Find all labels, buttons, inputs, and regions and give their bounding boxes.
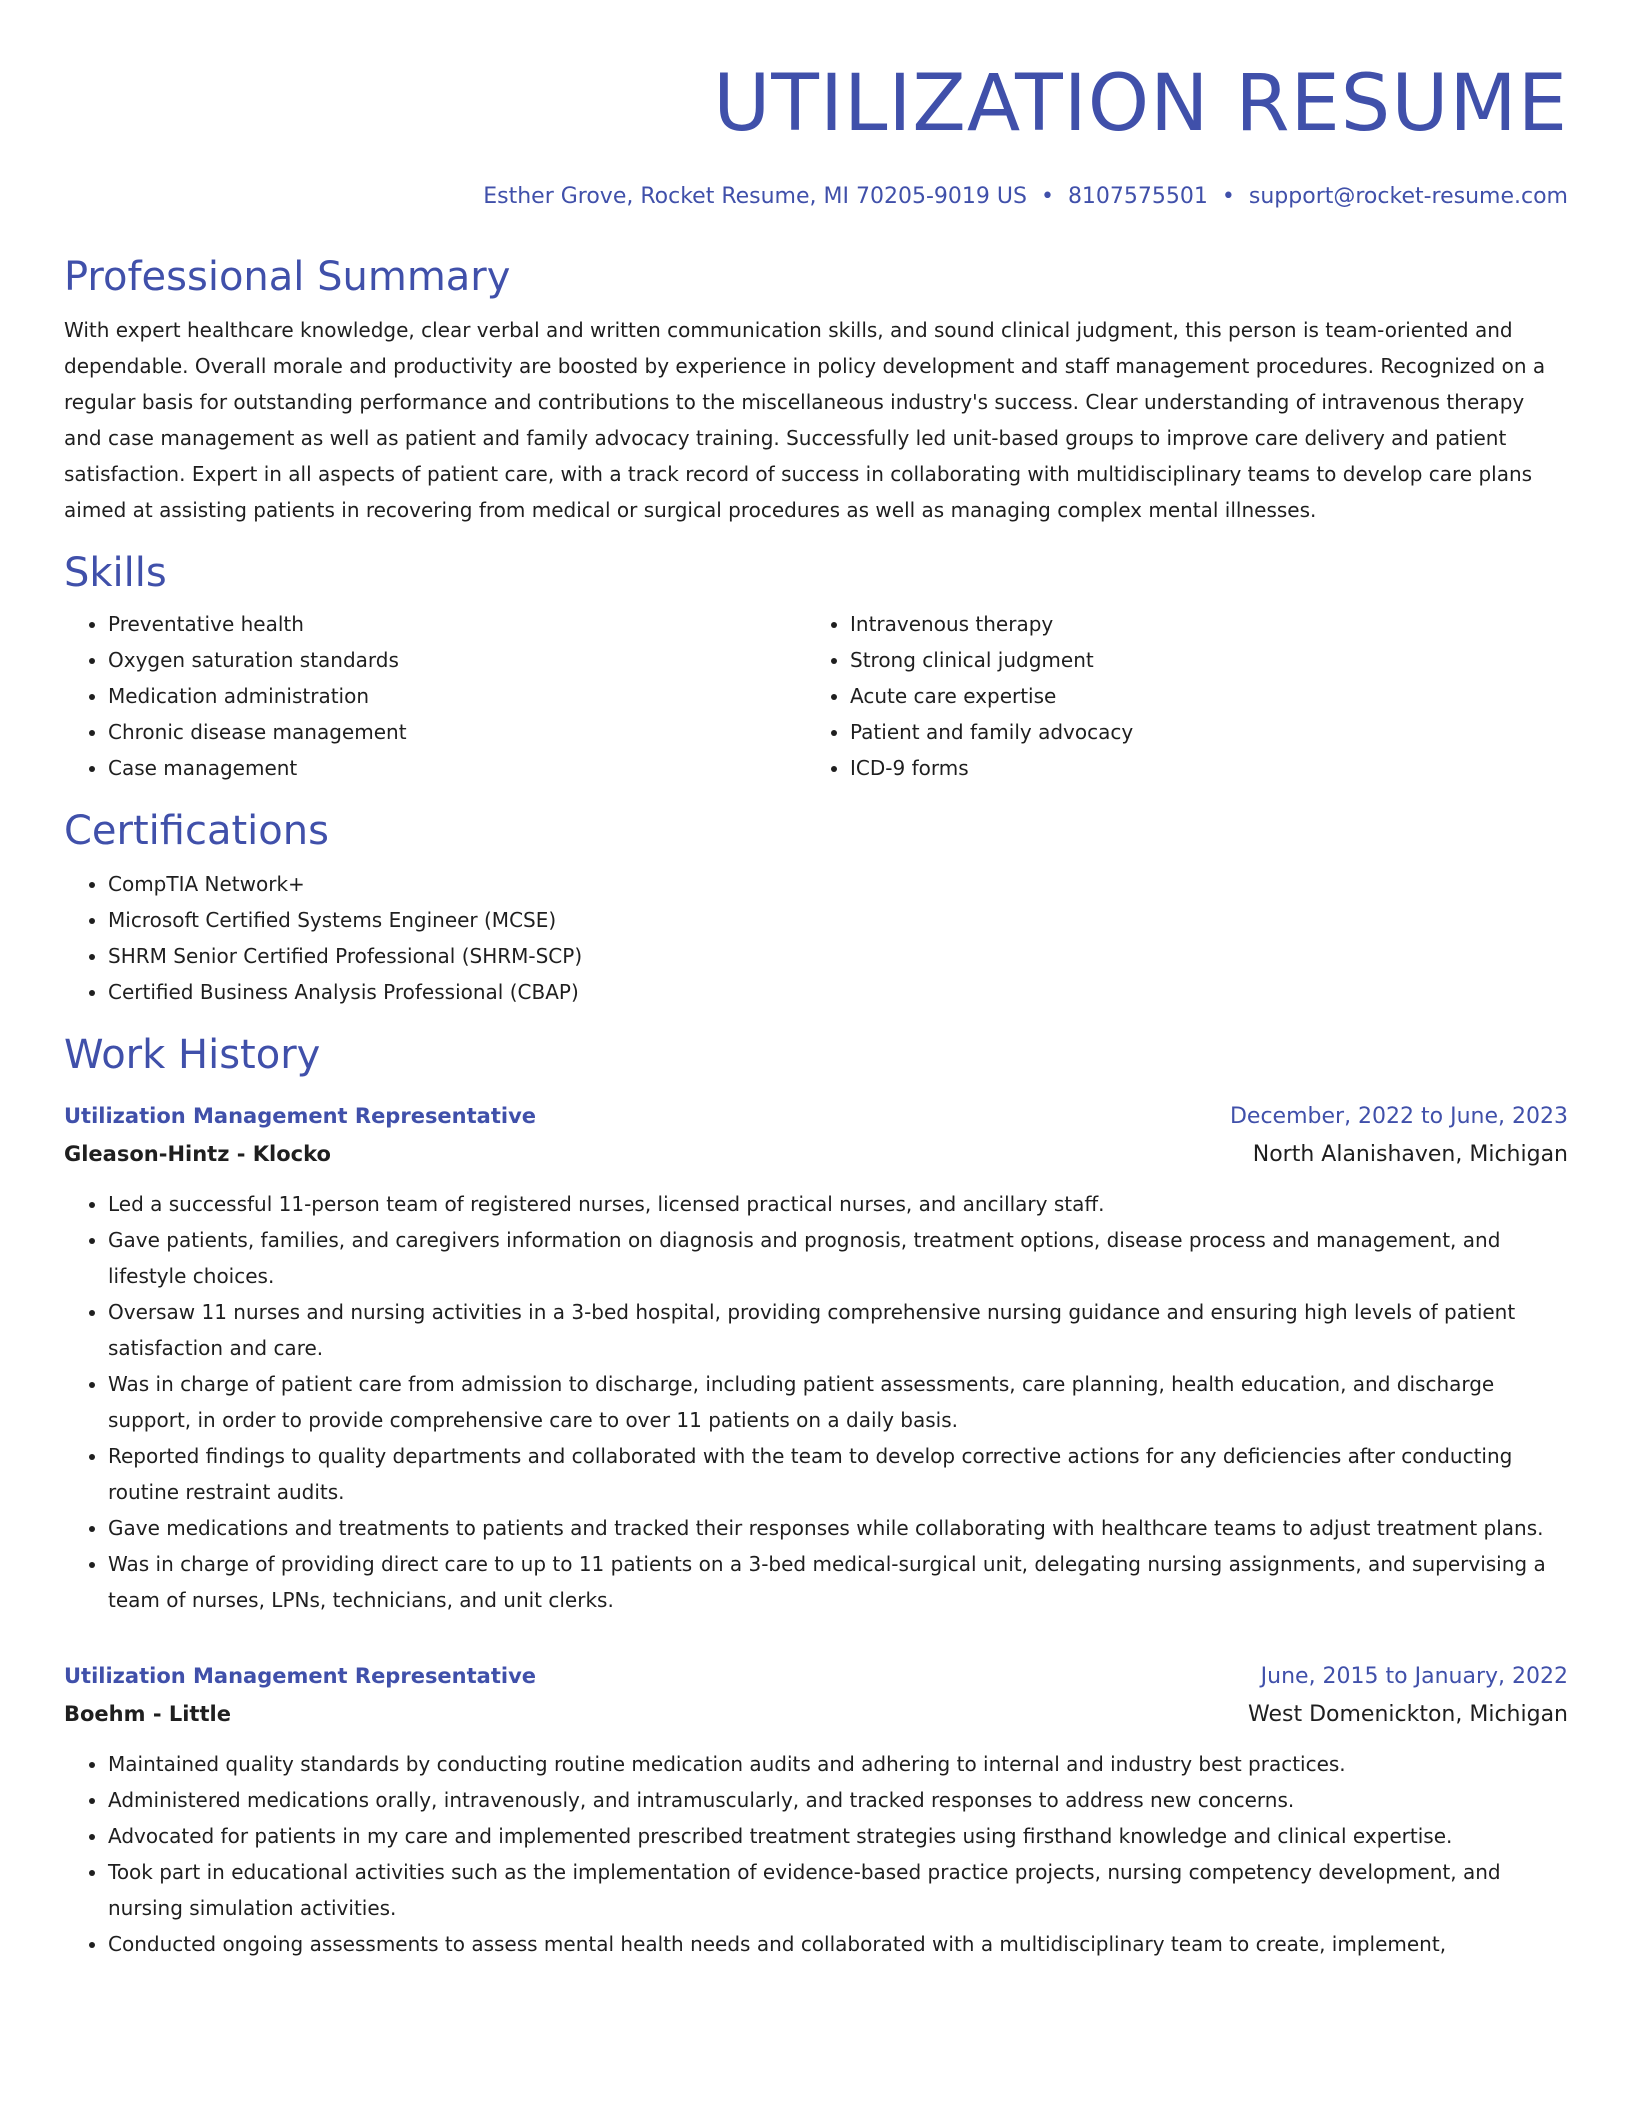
job-company: Gleason-Hintz - Klocko <box>64 1142 331 1166</box>
certification-item: • Certified Business Analysis Professional (CBAP) <box>108 974 1568 1010</box>
job-dates: June, 2015 to January, 2022 <box>1260 1664 1568 1689</box>
job-header-row <box>64 1098 1568 1135</box>
job-company: Boehm - Little <box>64 1702 231 1726</box>
job-entry <box>64 1098 1568 1618</box>
job-bullet: • Conducted ongoing assessments to assess mental health needs and collaborated with a multidisciplinary team to create, implement, <box>108 1926 1568 1962</box>
job-bullet: • Was in charge of patient care from admission to discharge, including patient assessments, care planning, health education, and discharge support, in order to provide comprehensive care to over 11 patients on a daily basis. <box>108 1366 1568 1438</box>
skills-heading: Skills <box>64 550 167 596</box>
skill-item: • Medication administration <box>108 678 806 714</box>
job-dates: December, 2022 to June, 2023 <box>1229 1104 1568 1129</box>
summary-heading: Professional Summary <box>64 254 511 300</box>
job-title: Utilization Management Representative <box>64 1104 537 1128</box>
certification-item: • SHRM Senior Certified Professional (SHRM-SCP) <box>108 938 1568 974</box>
job-header-row <box>64 1658 1568 1695</box>
certification-item: • CompTIA Network+ <box>108 866 1568 902</box>
contact-phone[interactable]: 8107575501 <box>1067 184 1208 209</box>
job-company-row <box>64 1695 1568 1734</box>
job-bullet: • Led a successful 11-person team of registered nurses, licensed practical nurses, and ancillary staff. <box>108 1186 1568 1222</box>
certification-item: • Microsoft Certified Systems Engineer (MCSE) <box>108 902 1568 938</box>
summary-text: With expert healthcare knowledge, clear verbal and written communication skills, and sound clinical judgment, this person is team-oriented and dependable. Overall morale and productivity are boosted by experience in policy development and staff management procedures. Recognized on a regular basis for outstanding performance and contributions to the miscellaneous industry's success. Clear understanding of intravenous therapy and case management as well as patient and family advocacy training. Successfully led unit-based groups to improve care delivery and patient satisfaction. Expert in all aspects of patient care, with a track record of success in collaborating with multidisciplinary teams to develop care plans aimed at assisting patients in recovering from medical or surgical procedures as well as managing complex mental illnesses. <box>64 318 1546 522</box>
certifications-heading: Certifications <box>64 808 329 854</box>
contact-line <box>64 182 1568 212</box>
skill-item: • Case management <box>108 750 806 786</box>
resume-header <box>64 0 1568 212</box>
skills-grid <box>64 606 1568 786</box>
skills-list-left <box>64 606 806 786</box>
contact-email[interactable]: support@rocket-resume.com <box>1248 184 1568 209</box>
job-bullet: • Gave medications and treatments to patients and tracked their responses while collaborating with healthcare teams to adjust treatment plans. <box>108 1510 1568 1546</box>
job-bullet: • Reported findings to quality departments and collaborated with the team to develop corrective actions for any deficiencies after conducting routine restraint audits. <box>108 1438 1568 1510</box>
skills-column-right <box>806 606 1548 786</box>
job-bullet: • Advocated for patients in my care and implemented prescribed treatment strategies using firsthand knowledge and clinical expertise. <box>108 1818 1568 1854</box>
contact-separator: • <box>1221 184 1235 209</box>
job-location: North Alanishaven, Michigan <box>1252 1142 1568 1167</box>
job-location: West Domenickton, Michigan <box>1248 1702 1568 1727</box>
job-bullet: • Was in charge of providing direct care to up to 11 patients on a 3-bed medical-surgical unit, delegating nursing assignments, and supervising a team of nurses, LPNs, technicians, and unit clerks. <box>108 1546 1568 1618</box>
contact-address: Esther Grove, Rocket Resume, MI 70205-9019 US <box>483 184 1027 209</box>
skill-item: • Preventative health <box>108 606 806 642</box>
skill-item: • Patient and family advocacy <box>850 714 1548 750</box>
contact-separator: • <box>1040 184 1054 209</box>
job-bullet: • Oversaw 11 nurses and nursing activities in a 3-bed hospital, providing comprehensive nursing guidance and ensuring high levels of patient satisfaction and care. <box>108 1294 1568 1366</box>
job-bullet: • Gave patients, families, and caregivers information on diagnosis and prognosis, treatment options, disease process and management, and lifestyle choices. <box>108 1222 1568 1294</box>
certifications-list <box>64 866 1568 1010</box>
job-bullets <box>64 1186 1568 1618</box>
job-bullet: • Took part in educational activities such as the implementation of evidence-based practice projects, nursing competency development, and nursing simulation activities. <box>108 1854 1568 1926</box>
job-title: Utilization Management Representative <box>64 1664 537 1688</box>
skills-list-right <box>806 606 1548 786</box>
skill-item: • Chronic disease management <box>108 714 806 750</box>
job-bullet: • Maintained quality standards by conducting routine medication audits and adhering to internal and industry best practices. <box>108 1746 1568 1782</box>
job-bullet: • Administered medications orally, intravenously, and intramuscularly, and tracked responses to address new concerns. <box>108 1782 1568 1818</box>
job-entry <box>64 1658 1568 1962</box>
job-company-row <box>64 1135 1568 1174</box>
work-history-heading: Work History <box>64 1032 321 1078</box>
job-bullets <box>64 1746 1568 1962</box>
skills-column-left <box>64 606 806 786</box>
skill-item: • Oxygen saturation standards <box>108 642 806 678</box>
resume-title: UTILIZATION RESUME <box>713 59 1568 149</box>
skill-item: • Intravenous therapy <box>850 606 1548 642</box>
skill-item: • Acute care expertise <box>850 678 1548 714</box>
skill-item: • Strong clinical judgment <box>850 642 1548 678</box>
skill-item: • ICD-9 forms <box>850 750 1548 786</box>
